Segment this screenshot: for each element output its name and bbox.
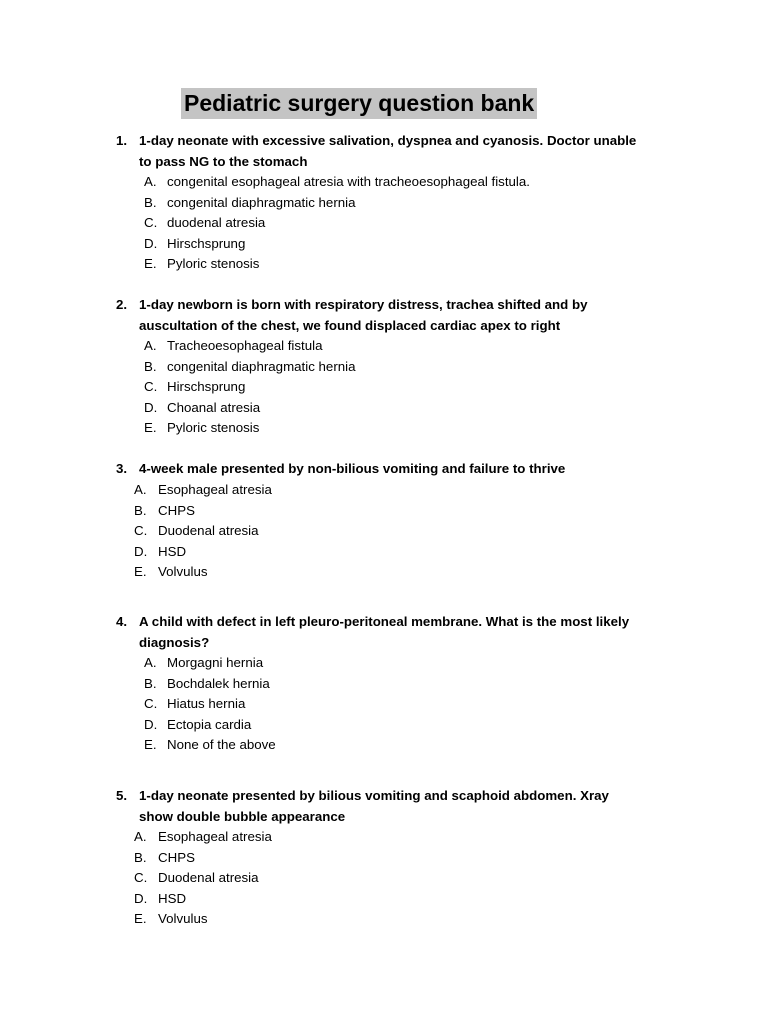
option-text: Hirschsprung <box>167 379 246 394</box>
option-text: HSD <box>158 890 187 906</box>
option-text: CHPS <box>158 502 195 518</box>
option-text: duodenal atresia <box>167 215 266 230</box>
option-letter: D. <box>134 890 148 906</box>
question-number: 2. <box>116 297 128 312</box>
option-letter: B. <box>134 502 147 518</box>
option-letter: A. <box>134 482 147 497</box>
option-letter: B. <box>144 194 157 210</box>
option-text: Bochdalek hernia <box>167 675 270 691</box>
option-text: congenital diaphragmatic hernia <box>167 358 356 374</box>
question-text: 1-day neonate with excessive salivation, dyspnea and cyanosis. Doctor unable <box>139 133 637 148</box>
option-letter: D. <box>144 716 158 732</box>
option-letter: E. <box>144 420 157 435</box>
question-text-continued: diagnosis? <box>139 634 210 650</box>
question-text-continued: auscultation of the chest, we found displaced cardiac apex to right <box>139 317 561 333</box>
question-number: 4. <box>116 614 128 629</box>
option-text: Volvulus <box>158 564 208 579</box>
question-text: A child with defect in left pleuro-peritoneal membrane. What is the most likely <box>139 614 630 629</box>
option-letter: B. <box>144 358 157 374</box>
question-number: 5. <box>116 788 128 803</box>
option-text: Morgagni hernia <box>167 655 264 670</box>
option-text: Ectopia cardia <box>167 716 252 732</box>
option-letter: E. <box>144 737 157 752</box>
option-letter: A. <box>144 174 157 189</box>
option-letter: E. <box>134 564 147 579</box>
option-text: Pyloric stenosis <box>167 420 260 435</box>
question-text: 1-day newborn is born with respiratory distress, trachea shifted and by <box>139 297 588 312</box>
option-letter: D. <box>144 399 158 415</box>
option-text: Hiatus hernia <box>167 696 246 711</box>
option-letter: C. <box>144 379 158 394</box>
option-text: None of the above <box>167 737 276 752</box>
option-text: Pyloric stenosis <box>167 256 260 271</box>
question-number: 1. <box>116 133 128 148</box>
option-letter: B. <box>134 849 147 865</box>
page-title: Pediatric surgery question bank <box>181 88 537 119</box>
option-text: Tracheoesophageal fistula <box>167 338 323 353</box>
option-letter: A. <box>144 655 157 670</box>
option-text: Duodenal atresia <box>158 523 259 538</box>
option-letter: E. <box>134 911 147 926</box>
question-text: 1-day neonate presented by bilious vomiting and scaphoid abdomen. Xray <box>139 788 609 803</box>
option-text: Hirschsprung <box>167 235 246 251</box>
option-text: congenital diaphragmatic hernia <box>167 194 356 210</box>
option-text: Choanal atresia <box>167 399 261 415</box>
option-letter: D. <box>134 543 148 559</box>
option-letter: A. <box>134 829 147 844</box>
option-letter: C. <box>134 870 148 885</box>
question-text: 4-week male presented by non-bilious vomiting and failure to thrive <box>139 461 566 476</box>
option-letter: C. <box>144 215 158 230</box>
question-number: 3. <box>116 461 128 476</box>
option-text: Volvulus <box>158 911 208 926</box>
option-letter: A. <box>144 338 157 353</box>
option-text: Esophageal atresia <box>158 482 272 497</box>
option-text: congenital esophageal atresia with tracheoesophageal fistula. <box>167 174 530 189</box>
option-text: Duodenal atresia <box>158 870 259 885</box>
option-letter: D. <box>144 235 158 251</box>
option-letter: E. <box>144 256 157 271</box>
option-letter: B. <box>144 675 157 691</box>
question-text-continued: to pass NG to the stomach <box>139 153 308 169</box>
option-text: HSD <box>158 543 187 559</box>
option-letter: C. <box>134 523 148 538</box>
option-text: CHPS <box>158 849 195 865</box>
question-text-continued: show double bubble appearance <box>139 808 346 824</box>
option-text: Esophageal atresia <box>158 829 272 844</box>
option-letter: C. <box>144 696 158 711</box>
